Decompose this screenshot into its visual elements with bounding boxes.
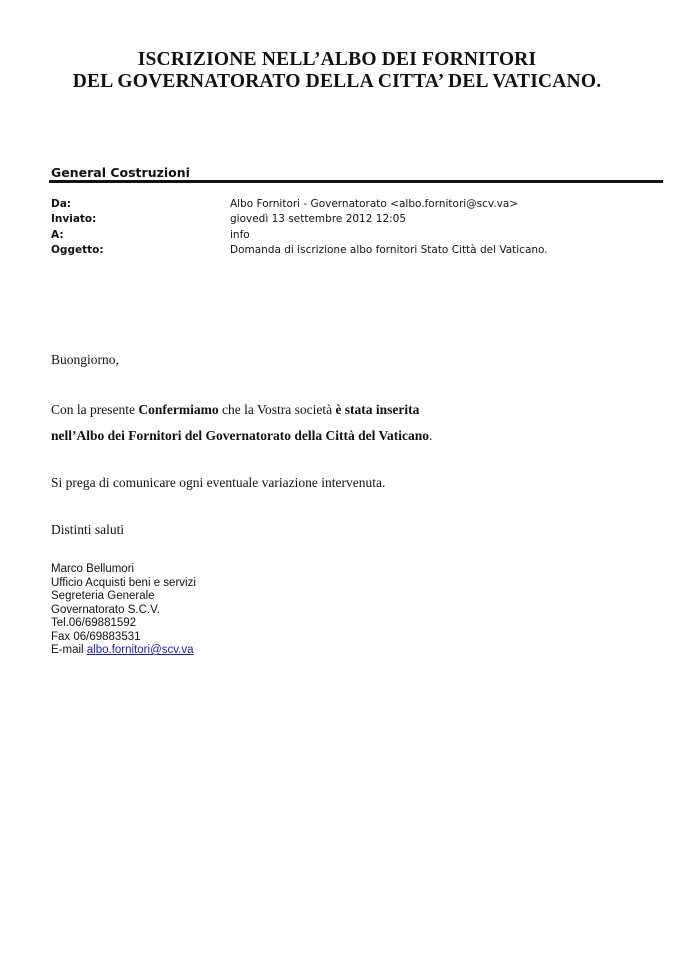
signature-org: Governatorato S.C.V. [51,603,160,616]
signature-name: Marco Bellumori [51,563,135,575]
from-row [51,197,651,212]
subject-value: Domanda di iscrizione albo fornitori Stato Città del Vaticano. [230,243,548,256]
confirmation-line-2 [51,428,651,444]
to-value: info [230,228,250,241]
sent-row [51,212,651,227]
sent-label: Inviato: [51,213,97,226]
header-divider [49,180,663,183]
document-title [0,49,674,93]
title-line-2: DEL GOVERNATORATO DELLA CITTA’ DEL VATICANO. [72,71,602,92]
sent-value: giovedì 13 settembre 2012 12:05 [230,213,407,226]
signature-email-row [51,644,196,658]
subject-label: Oggetto: [51,243,104,256]
signature-dept: Segreteria Generale [51,590,155,602]
closing: Distinti saluti [51,522,125,537]
signature-fax: Fax 06/69883531 [51,630,141,643]
email-link[interactable]: albo.fornitori@scv.va [86,644,194,656]
confirmation-period: . [428,428,433,443]
confirmation-bold-albo: nell’Albo dei Fornitori del Governatorato della Città del Vaticano [51,428,429,443]
from-value: Albo Fornitori - Governatorato <albo.fornitori@scv.va> [230,198,519,210]
confirmation-bold-d: è stata inserita [335,402,420,417]
confirmation-text-c: che la Vostra società [218,402,336,417]
confirmation-bold-a: Confermiamo [138,402,219,417]
from-label: Da: [51,198,72,210]
title-line-1: ISCRIZIONE NELL’ALBO DEI FORNITORI [137,49,537,70]
to-row [51,228,651,243]
variation-request: Si prega di comunicare ogni eventuale variazione intervenuta. [51,475,386,490]
signature-block [51,563,196,658]
signature-email-label: E-mail [51,644,87,656]
sender-name: General Costruzioni [51,165,190,180]
to-label: A: [51,228,64,241]
signature-office: Ufficio Acquisti beni e servizi [51,576,196,589]
signature-tel: Tel.06/69881592 [51,617,137,629]
greeting: Buongiorno, [51,352,119,367]
email-header [51,197,651,258]
subject-row [51,243,651,258]
confirmation-text-a: Con la presente [51,402,139,417]
confirmation-line-1 [51,402,651,418]
